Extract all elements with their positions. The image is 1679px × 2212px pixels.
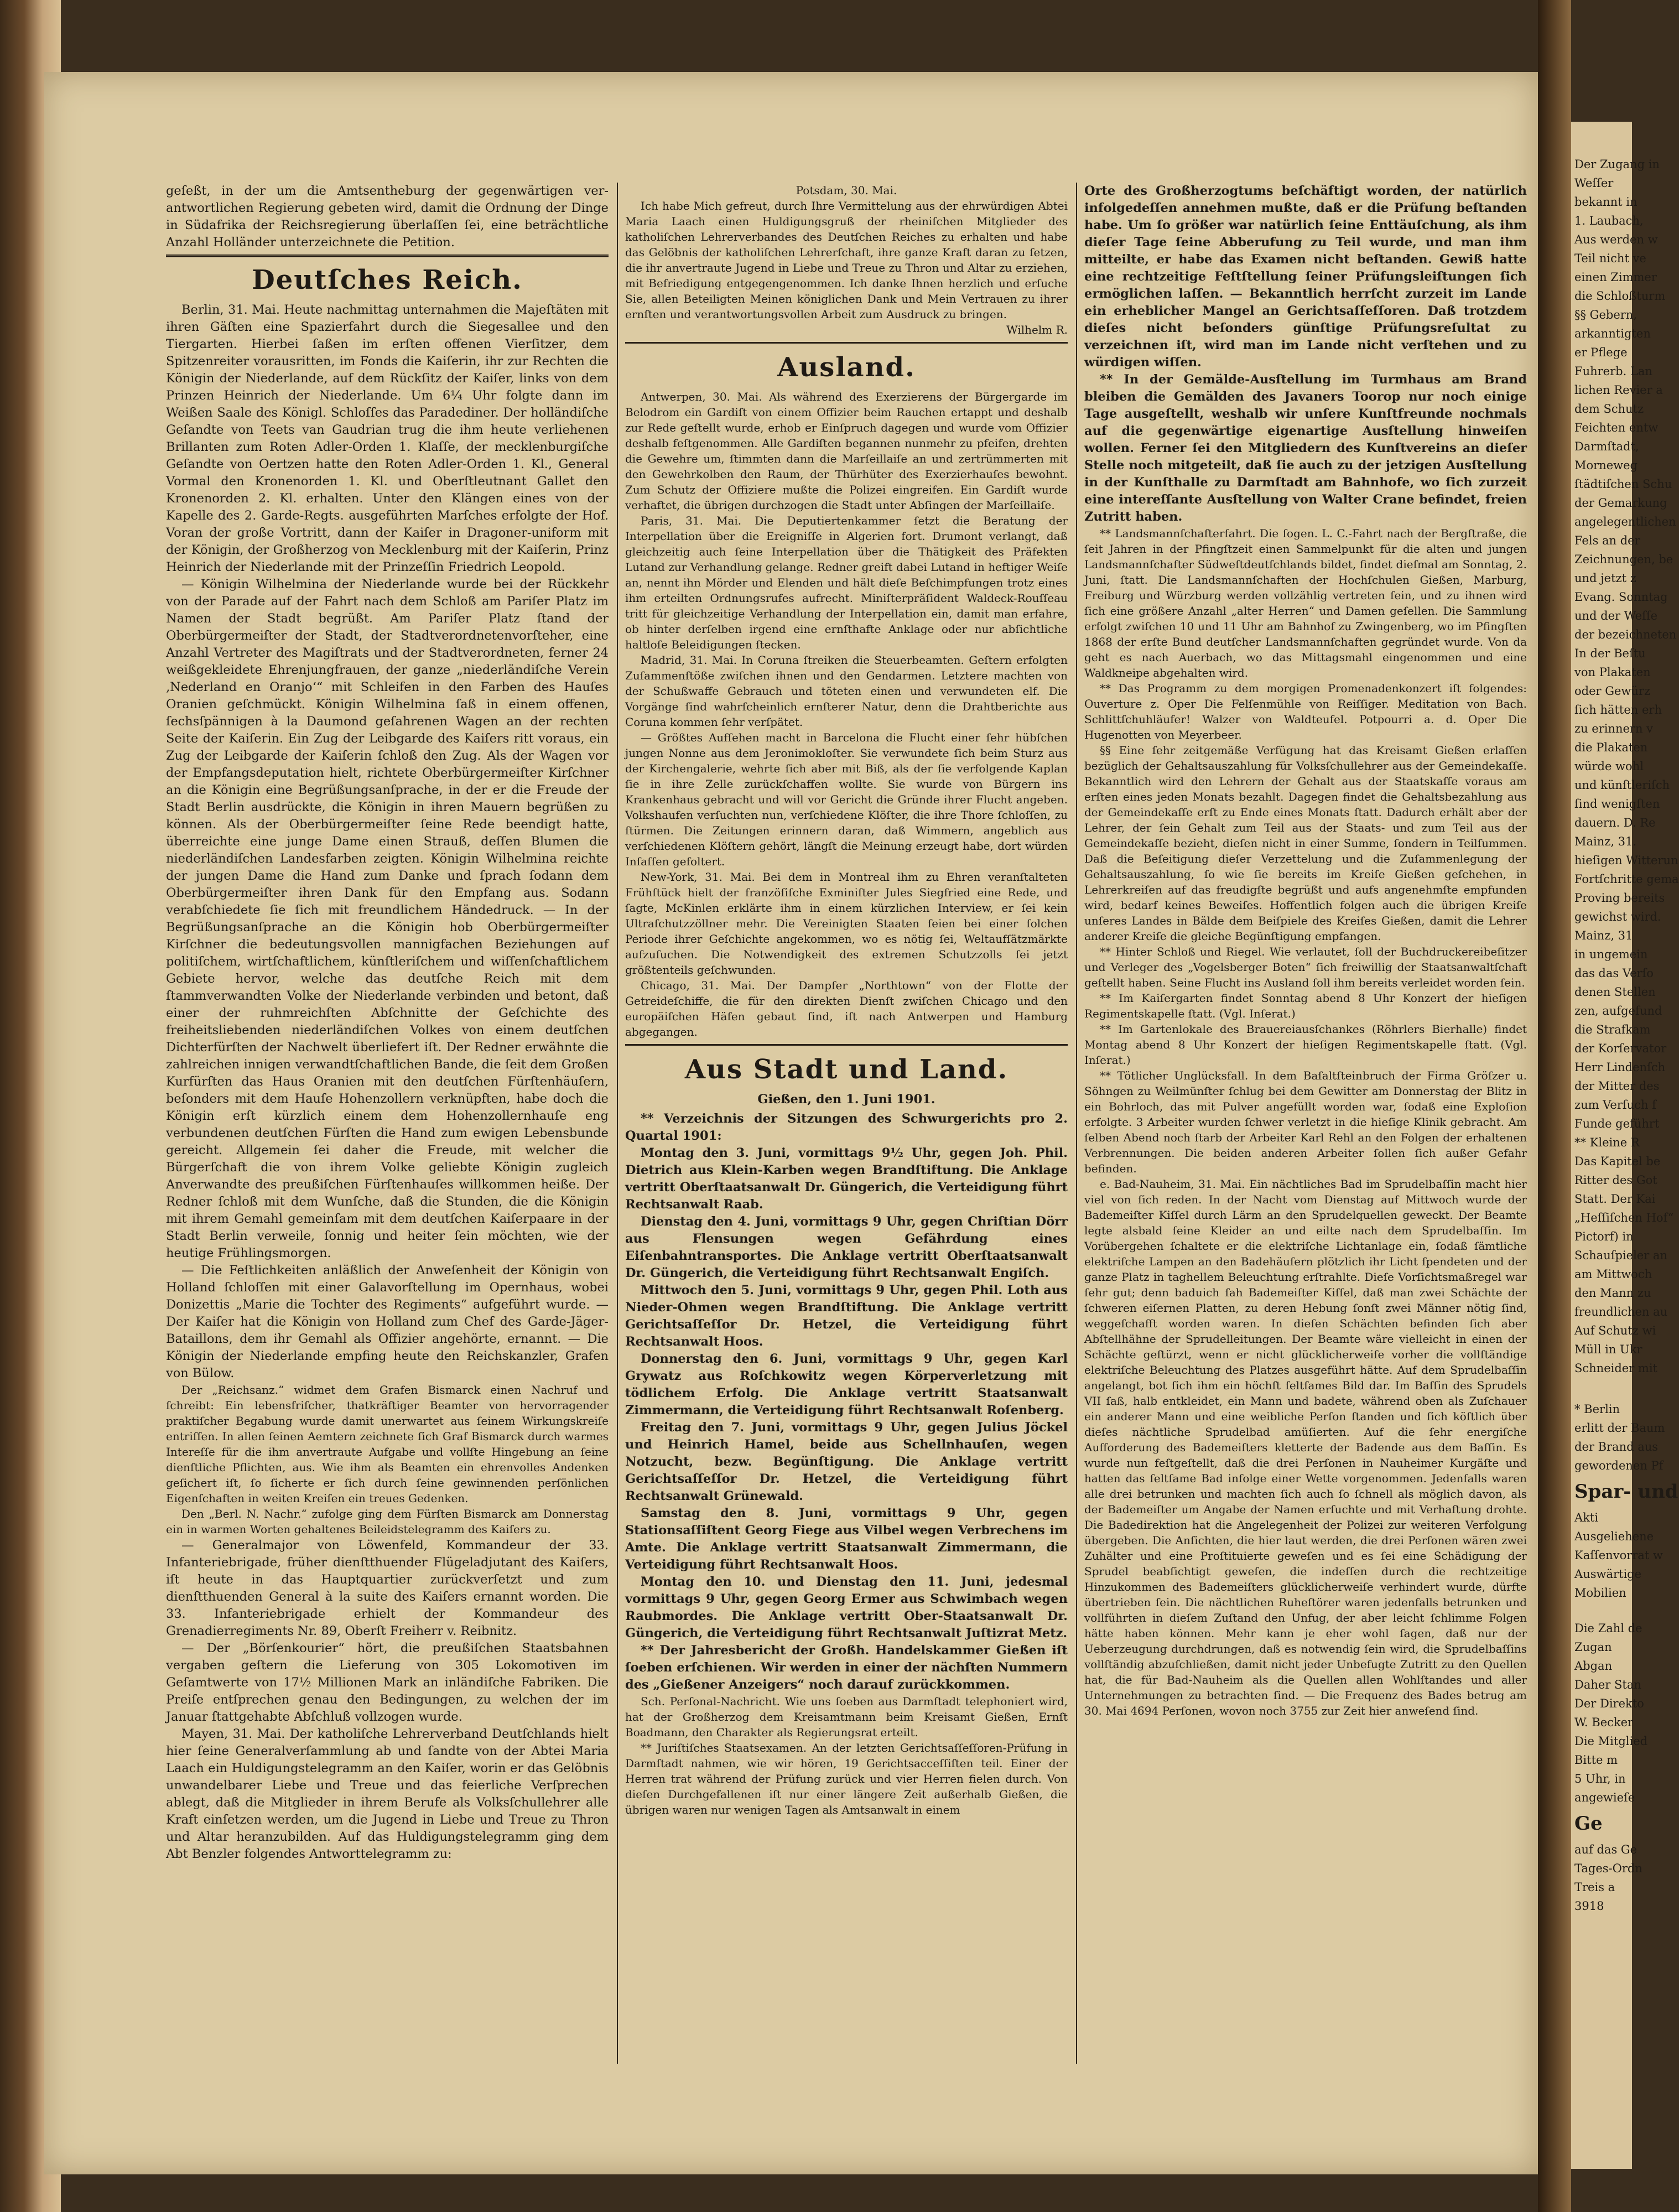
facing-page-line: angelegentlichen (1574, 515, 1676, 528)
article-unglucksfall: ** Tötlicher Unglücksfall. In dem Baſaltſteinbruch der Firma Gröſzer u. Söhngen zu Weilmünſter ſchlug bei dem Gewitter am Donnerstag der Blitz in ein Bohrloch, das mit Pulver angefüllt worden war, ſodaß eine Exploſion erfolgte. 3 Arbeiter wurden ſchwer verletzt in die hieſige Klinik gebracht. Am ſelben Abend noch ſtarb der Arbeiter Karl Rehl an den Folgen der erhaltenen Verbrennungen. Die beiden anderen Arbeiter ſollen ſich außer Gefahr befinden. (1084, 1069, 1527, 1175)
facing-page-heading: Spar- und (1574, 1481, 1678, 1503)
facing-page-line: zum Verſuch f (1574, 1098, 1656, 1112)
column-3 (1084, 183, 1527, 1718)
facing-page-line: Pictorf) in (1574, 1230, 1634, 1243)
article-personal-nachricht: Sch. Perſonal-Nachricht. Wie uns ſoeben aus Darmſtadt telephoniert wird, hat der Großherzog dem Kreisamtmann beim Kreisamt Gießen, Ernſt Boadmann, den Charakter als Regierungsrat erteilt. (625, 1695, 1068, 1739)
book-gutter (1538, 0, 1571, 2212)
facing-page-line: Auswärtige (1574, 1567, 1642, 1581)
schwurgericht-entry: Montag den 10. und Dienstag den 11. Juni, jedesmal vormittags 9 Uhr, gegen Georg Ermer aus Schwimbach wegen Raubmordes. Die Anklage vertritt Ober-Staatsanwalt Dr. Güngerich, die Verteidigung führt Rechtsanwalt Juſtizrat Metz. (625, 1575, 1068, 1640)
telegram-text: Ich habe Mich gefreut, durch Ihre Vermittelung aus der ehrwürdigen Abtei Maria Laach einen Huldigungsgruß der rheiniſchen Mitglieder des katholiſchen Lehrerverbandes des Deutſchen Reiches zu erhalten und habe das Gelöbnis der katholiſchen Lehrerſchaft, ihre ganze Kraft daran zu ſetzen, die ihr anvertraute Jugend in Liebe und Treue zu Thron und Altar zu erziehen, mit Befriedigung entgegengenommen. Ich danke Ihnen herzlich und erſuche Sie, allen Beteiligten Meinen königlichen Dank und Mein Vertrauen zu ihrer ernſten und verantwortungsvollen Arbeit zum Ausdruck zu bringen. (625, 199, 1068, 321)
facing-page-line: Zugan (1574, 1640, 1612, 1654)
facing-page-line: Zeichnungen, be (1574, 553, 1673, 566)
article-antwerpen: Antwerpen, 30. Mai. Als während des Exerzierens der Bürgergarde im Belodrom ein Gardiſt von einem Offizier beim Rauchen ertappt und deshalb zur Rede geſtellt wurde, erhob er Einſpruch dagegen und wurde vom Offizier deshalb feſtgenommen. Alle Gardiſten begannen nunmehr zu pfeifen, drehten die Gewehre um, ſtimmten dann die Marſeillaiſe an und zertrümmerten mit den Gewehrkolben den Raum, der Thürhüter des Exerzierhauſes bewohnt. Zum Schutz der Offiziere mußte die Polizei eingreifen. Ein Gardiſt wurde verhaftet, die übrigen durchzogen die Stadt unter Abſingen der Marſeillaiſe. (625, 390, 1068, 512)
facing-page-line: ſind wenigſten (1574, 797, 1660, 811)
facing-page-line: 1. Laubach, (1574, 214, 1644, 227)
facing-page-line: In der Beſtu (1574, 647, 1646, 660)
facing-page-line: Herr Lindenſch (1574, 1061, 1666, 1074)
section-heading-ausland: Ausland. (777, 352, 916, 383)
facing-page-line: ** Kleine R (1574, 1136, 1640, 1149)
facing-page-line: von Plakaten (1574, 666, 1651, 679)
facing-page-line: Schauſpieler an (1574, 1249, 1667, 1262)
facing-page-line: gewordenen Pf (1574, 1459, 1664, 1472)
facing-page-line: der bezeichneten (1574, 628, 1677, 641)
column-1 (166, 183, 609, 1863)
facing-page-heading: Ge (1574, 1813, 1603, 1835)
facing-page-line: würde wohl (1574, 760, 1644, 773)
article-beileidstelegramm: Den „Berl. N. Nachr.“ zufolge ging dem Fürſten Bismarck am Donnerstag ein in warmen Worten gehaltenes Beileidstelegramm des Kaiſers zu. (166, 1507, 609, 1536)
facing-page-line: der Korſervator (1574, 1042, 1667, 1055)
facing-page-line: bekannt in (1574, 195, 1638, 209)
schwurgericht-entry: Freitag den 7. Juni, vormittags 9 Uhr, gegen Julius Jöckel und Heinrich Hamel, beide aus Schellnhauſen, wegen Notzucht, bezw. Begünſtigung. Die Anklage vertritt Gerichtsaſſeſſor Dr. Hetzel, die Verteidigung führt Rechtsanwalt Grünewald. (625, 1420, 1068, 1503)
facing-page-line: er Pflege (1574, 346, 1628, 359)
facing-page-line: Fortſchritte gema (1574, 873, 1679, 886)
facing-page-line: Schneider mit (1574, 1362, 1657, 1375)
schwurgericht-entry: Montag den 3. Juni, vormittags 9½ Uhr, gegen Joh. Phil. Dietrich aus Klein-Karben wegen Brandſtiftung. Die Anklage vertritt Oberſtaatsanwalt Dr. Güngerich, die Verteidigung führt Rechtsanwalt Raab. (625, 1146, 1068, 1212)
article-paris: Paris, 31. Mai. Die Deputiertenkammer ſetzt die Beratung der Interpellation über die Ereigniſſe in Algerien fort. Drumont verlangt, daß gleichzeitig auch ſeine Interpellation über die Thätigkeit des Präfekten Lutand zur Verhandlung gelange. Redner greift dabei Lutand in heftiger Weiſe an, nennt ihn Mörder und Elenden und hält dieſe Beſchimpfungen trotz eines ihm erteilten Ordnungsrufes aufrecht. Miniſterpräſident Waldeck-Rouſſeau tritt für gleichzeitige Verhandlung der Interpellation ein, damit man erfahre, ob hinter derſelben irgend eine ernſthafte Anklage oder nur abſichtliche haltloſe Beleidigungen ſtecken. (625, 514, 1068, 651)
facing-page-line: W. Becker (1574, 1716, 1634, 1729)
facing-page-line: Darmſtadt, (1574, 440, 1639, 453)
facing-page-line: die Strafkam (1574, 1023, 1651, 1036)
facing-page-line: Mainz, 31. (1574, 835, 1637, 848)
facing-page-line: Die Mitglied (1574, 1735, 1648, 1748)
facing-page-line: ſich hätten erh (1574, 703, 1662, 716)
facing-page-line: angewieſe (1574, 1791, 1635, 1804)
article-staatsexamen: ** Juriſtiſches Staatsexamen. An der letzten Gerichtsaſſeſſoren-Prüfung in Darmſtadt nahmen, wie wir hören, 19 Gerichtsacceſſiſten teil. Einer der Herren trat während der Prüfung zurück und vier Herren fielen durch. Von dieſen Durchgefallenen iſt nur einer längere Zeit außerhalb Gießen, die übrigen waren nur wenigen Tagen als Amtsanwalt in einem (625, 1741, 1068, 1816)
article-staatsexamen-cont: Orte des Großherzogtums beſchäftigt worden, der natürlich infolgedeſſen annehmen mußte, daß er die Prüfung beſtanden habe. Um ſo größer war natürlich ſeine Enttäuſchung, als ihm dieſer Tage ſeine Abberufung zu Teil wurde, und man ihm mitteilte, er habe das Examen nicht beſtanden. Gewiß hatte eine rechtzeitige Feſtſtellung ſeiner Prüfungsleiſtungen ſich ermöglichen laſſen. — Bekanntlich herrſcht zurzeit im Lande ein erheblicher Mangel an Gerichtsaſſeſſoren. Daß trotzdem dieſes nicht beſonders günſtige Prüfungsreſultat zu verzeichnen iſt, wird man im Lande nicht verſtehen und zu würdigen wiſſen. (1084, 184, 1527, 370)
newspaper-page (44, 72, 1538, 2174)
facing-page-edge (1571, 122, 1679, 2169)
facing-page-line: Bitte m (1574, 1753, 1618, 1767)
facing-page-line: Mobilien (1574, 1586, 1626, 1600)
facing-page-line: Abgan (1574, 1659, 1613, 1673)
facing-page-line: Treis a (1574, 1881, 1615, 1894)
facing-page-line: zen, aufgefund (1574, 1004, 1662, 1017)
schwurgericht-entry: Dienstag den 4. Juni, vormittags 9 Uhr, gegen Chriſtian Dörr aus Flensungen wegen Gefährdung eines Eiſenbahntransportes. Die Anklage vertritt Oberſtaatsanwalt Dr. Güngerich, die Verteidigung führt Rechtsanwalt Engiſch. (625, 1214, 1068, 1280)
facing-page-line: der Mitter des (1574, 1079, 1660, 1093)
facing-page-line: lichen Revier a (1574, 383, 1663, 397)
facing-page-line: dem Schutz (1574, 402, 1644, 416)
article-verfuegung: §§ Eine ſehr zeitgemäße Verfügung hat das Kreisamt Gießen erlaſſen bezüglich der Gehaltsauszahlung für Volksſchullehrer aus der Gemeindekaſſe. Bekanntlich wird den Lehrern der Gehalt aus der Staatskaſſe voraus am erſten eines jeden Monats bezahlt. Dagegen findet die Gehaltsbezahlung aus der Gemeindekaſſe erſt zu Ende eines Monats ſtatt. Dadurch erhält aber der Lehrer, der ſein Gehalt zum Teil aus der Staats- und zum Teil aus der Gemeindekaſſe bezieht, dieſen nicht in einer Summe, ſondern in Teilſummen. Daß die Beſeitigung dieſer Verzettelung und die Zuſammenlegung der Gehaltsauszahlung, ſo wie ſie bereits im Kreiſe Gießen geſchehen, in Lehrerkreiſen auf das freudigſte begrüßt und aufs angenehmſte empfunden wird, bedarf keines Beweiſes. Hoffentlich folgen auch die übrigen Kreiſe unſeres Landes in Bälde dem Beiſpiele des Kreiſes Gießen, damit die Lehrer anderer Kreiſe die gleiche Begünſtigung empfangen. (1084, 744, 1527, 943)
article-loewenfeld: — Generalmajor von Löwenfeld, Kommandeur der 33. Infanteriebrigade, früher dienſtthuender Flügeladjutant des Kaiſers, iſt heute in das Hauptquartier zurückverſetzt und zum dienſtthuenden General à la suite des Kaiſers ernannt worden. Die 33. Infanteriebrigade erhielt der Kommandeur des Grenadierregiments Nr. 89, Oberſt Freiherr v. Reibnitz. (166, 1538, 609, 1638)
facing-page-line: Mainz, 31 (1574, 929, 1633, 942)
facing-page-line: dauern. D. Re (1574, 816, 1656, 829)
dateline-giessen: Gießen, den 1. Juni 1901. (757, 1092, 935, 1107)
article-barcelona: — Größtes Aufſehen macht in Barcelona die Flucht einer ſehr hübſchen jungen Nonne aus dem Jeronimokloſter. Sie verwundete ſich beim Sturz aus der Kirchengalerie, wehrte ſich aber mit Biß, als der ſie verfolgende Kaplan ſie in ihre Zelle zurückſchaffen wollte. Sie wurde von Bürgern ins Krankenhaus gebracht und will vor Gericht die Gründe ihrer Flucht angeben. Volkshaufen verſuchten nun, verſchiedene Klöſter, die ihre Thore ſchloſſen, zu ſtürmen. Die Zeitungen erinnern daran, daß Wimmern, angeblich aus verſchiedenen Klöſtern gehört, längſt die Meinung erzeugt habe, dort würden Inſaſſen gefoltert. (625, 731, 1068, 868)
facing-page-line: Kaſſenvorrat w (1574, 1549, 1663, 1562)
facing-page-line: Ritter des Got (1574, 1173, 1657, 1187)
article-lokomotiven: — Der „Börſenkourier“ hört, die preußiſchen Staatsbahnen vergaben geſtern die Lieferung von 305 Lokomotiven im Geſamtwerte von 17½ Millionen Mark an inländiſche Fabriken. Die Preiſe entſprechen genau den Bedingungen, zu welchen der im Januar ſtattgehabte Abſchluß vollzogen wurde. (166, 1641, 609, 1724)
article-koenigin-wilhelmina: — Königin Wilhelmina der Niederlande wurde bei der Rückkehr von der Parade auf der Fahrt nach dem Schloß am Pariſer Platz im Namen der Stadt begrüßt. Am Pariſer Platz ſtand der Oberbürgermeiſter der Stadt, der Stadtverordnetenvorſteher, eine Anzahl Vertreter des Magiſtrats und der Stadtverordneten, ferner 24 weißgekleidete Ehrenjungfrauen, der ganze „niederländiſche Verein ‚Nederland en Oranjo‘“ mit Schleifen in den Farben des Hauſes Oranien geſchmückt. Königin Wilhelmina ſaß in einem offenen, ſechsſpännigen à la Daumond geſahrenen Wagen an der rechten Seite der Kaiſerin. Ein Zug der Leibgarde des Kaiſers ritt voraus, ein Zug der Leibgarde der Kaiſerin ſchloß den Zug. Als der Wagen vor der Empfangsdeputation hielt, richtete Oberbürgermeiſter Kirſchner an die Königin eine Begrüßungsanſprache, in der er die Freude der Stadt Berlin ausdrückte, die Königin in ihren Mauern begrüßen zu können. Als der Oberbürgermeiſter ſeine Rede beendigt hatte, überreichte eine junge Dame einen Strauß, deſſen Blumen die niederländiſchen Landesfarben zeigten. Königin Wilhelmina reichte der jungen Dame die Hand zum Danke und ſprach ſodann dem Oberbürgermeiſter ihren Dank für den Empfang aus. Sodann verabſchiedete ſie ſich mit freundlichem Händedruck. — In der Begrüßungsanſprache an die Königin hob Oberbürgermeiſter Kirſchner die bedeutungsvollen mannigfachen Beziehungen auf politiſchem, wirtſchaftlichem, künſtleriſchem und wiſſenſchaftlichem Gebiete hervor, welche das deutſche Reich mit dem ſtammverwandten Volke der Niederlande verbinden und betont, daß einer der ruhmreichſten Abſchnitte der Geſchichte des freiheitsliebenden niederländiſchen Volkes von einem deutſchen Dichterfürſten der Nachwelt überliefert iſt. Der Redner erwähnte die zahlreichen innigen verwandtſchaftlichen Bande, die ſeit dem Großen Kurfürſten das Haus Oranien mit den deutſchen Fürſtenhäuſern, beſonders mit dem Hauſe Hohenzollern verknüpften, habe doch die Königin erſt kürzlich einem dem Hohenzollernhauſe eng verbundenen deutſchen Fürſten die Hand zum ewigen Lebensbunde gereicht. Allgemein ſei daher die Freude, mit welcher die Bürgerſchaft die von ihrem Volke geliebte Königin zugleich Anverwandte des preußiſchen Fürſtenhauſes willkommen heiße. Der Redner ſchloß mit dem Wunſche, daß die Stunden, die die Königin mit ihrem Gemahl gemeinſam mit dem deutſchen Kaiſerpaare in der Stadt Berlin verweile, ſonnig und heiter ſein möchten, wie der heutige Frühlingsmorgen. (166, 577, 609, 1260)
facing-page-line: Der Zugang in (1574, 158, 1660, 171)
facing-page-line: arkanntigten (1574, 327, 1651, 340)
section-heading-stadt-und-land: Aus Stadt und Land. (684, 1054, 1009, 1085)
facing-page-line: die Schloßturm (1574, 289, 1666, 303)
schwurgericht-entry: Donnerstag den 6. Juni, vormittags 9 Uhr, gegen Karl Grywatz aus Roſchkowitz wegen Körperverletzung mit tödlichem Erfolg. Die Anklage vertritt Staatsanwalt Zimmermann, die Verteidigung führt Rechtsanwalt Roſenberg. (625, 1352, 1068, 1417)
facing-page-line: Evang. Sonntag (1574, 590, 1668, 604)
column-rule-1 (617, 183, 618, 2064)
facing-page-line: auf das Ge (1574, 1843, 1638, 1856)
facing-page-line: Akti (1574, 1511, 1599, 1524)
facing-page-line: der Gemarkung (1574, 496, 1667, 510)
facing-page-line: Die Zahl de (1574, 1622, 1642, 1635)
facing-page-line: Der Direkto (1574, 1697, 1644, 1710)
divider (625, 1044, 1068, 1046)
facing-page-line: Daher Stan (1574, 1678, 1641, 1691)
article-kaisergarten: ** Im Kaiſergarten findet Sonntag abend 8 Uhr Konzert der hieſigen Regimentskapelle ſtatt. (Vgl. Inſerat.) (1084, 991, 1527, 1020)
article-chicago: Chicago, 31. Mai. Der Dampfer „Northtown“ von der Flotte der Getreideſchiffe, die für den direkten Dienſt zwiſchen Chicago und den europäiſchen Häfen gebaut ſind, iſt nach Antwerpen und Hamburg abgegangen. (625, 979, 1068, 1039)
facing-page-line: und künſtleriſch (1574, 778, 1670, 792)
facing-page-line: Feichten entw (1574, 421, 1659, 434)
article-jahresbericht: ** Der Jahresbericht der Großh. Handelskammer Gießen iſt ſoeben erſchienen. Wir werden in einer der nächſten Nummern des „Gießener Anzeigers“ noch darauf zurückkommen. (625, 1643, 1068, 1692)
article-reichsanzeiger-nachruf: Der „Reichsanz.“ widmet dem Grafen Bismarck einen Nachruf und ſchreibt: Ein lebensfriſcher, thatkräftiger Beamter von hervorragender praktiſcher Begabung wurde damit unerwartet aus ſeinem Wirkungskreiſe entriſſen. In allen ſeinen Aemtern zeichnete ſich Graf Bismarck durch warmes Intereſſe für die ihm anvertraute Aufgabe und vollſte Hingebung an ſeine dienſtliche Pflichten, aus. Wie ihm als Beamten ein ehrenvolles Andenken geſichert iſt, ſo ſicherte er ſich durch ſeine gewinnenden perſönlichen Eigenſchaften in weiten Kreiſen ein treues Gedenken. (166, 1383, 609, 1505)
article-hinter-schloss: ** Hinter Schloß und Riegel. Wie verlautet, ſoll der Buchdruckereibeſitzer und Verleger des „Vogelsberger Boten“ ſich freiwillig der Staatsanwaltſchaft geſtellt haben. Seine Flucht ins Ausland ſoll ihm bereits verleidet worden ſein. (1084, 945, 1527, 989)
article-mayen-lehrerverband: Mayen, 31. Mai. Der katholiſche Lehrerverband Deutſchlands hielt hier ſeine Generalverſammlung ab und ſandte von der Abtei Maria Laach ein Huldigungstelegramm an den Kaiſer, worin er das Gelöbnis unwandelbarer Liebe und Treue und das feierliche Verſprechen ablegt, daß die Mitglieder in ihrem Berufe als Volksſchullehrer alle Kraft einſetzen werden, um die Jugend in Liebe und Treue zu Thron und Altar heranzubilden. Auf das Huldigungstelegramm ging dem Abt Benzler folgendes Antworttelegramm zu: (166, 1727, 609, 1861)
column-rule-2 (1076, 183, 1077, 2064)
article-bad-nauheim: e. Bad-Nauheim, 31. Mai. Ein nächtliches Bad im Sprudelbaſſin macht hier viel von ſich reden. In der Nacht vom Dienstag auf Mittwoch wurde der Bademeiſter Kiſſel durch Lärm an den Sprudelquellen geweckt. Der Beamte legte alsbald ſeine Kleider an und eilte nach dem Sprudelbaſſin. Im Vorübergehen ſchaltete er die elektriſche Lichtanlage ein, ſodaß ſämtliche elektriſche Lampen an den Badehäuſern plötzlich ihr Licht ſpendeten und der ganze Platz in taghellem Beleuchtung erſtrahlte. Dieſe Vorſichtsmaßregel war ſehr gut; denn baduich ſah Bademeiſter Kiſſel, daß man zwei Schächte der ſchweren eiſernen Platten, zu deren Hebung ſonſt zwei Männer nötig ſind, weggeſchafft worden waren. In dieſen Schächten befinden ſich aber Abſtellhähne der Sprudelleitungen. Der Beamte wäre vielleicht in einen der Schächte geſtürzt, wenn er nicht glücklicherweiſe vorher die vollſtändige elektriſche Beleuchtung des Platzes ausgeführt hätte. Auf dem Sprudelbaſſin angelangt, bot ſich ihm ein höchſt ſeltſames Bild dar. Im Baſſin des Sprudels VII ſaß, halb entkleidet, ein Mann und badete, während oben als Zuſchauer ein anderer Mann und eine weibliche Perſon ſtanden und ſich köſtlich über dieſes nächtliche Sprudelbad amüſierten. Auf die ſehr energiſche Aufforderung des Bademeiſters kletterte der Badende aus dem Baſſin. Es wurde nun feſtgeſtellt, daß die drei Perſonen in Nauheimer Kurgäſte und hatten das ſeltſame Bad infolge einer Wette vorgenommen. Jedenfalls waren alle drei betrunken und machten ſich auch ſo ſchnell als möglich davon, als der Bademeiſter um Angabe der Namen erſuchte und mit Verhaftung drohte. Die Badedirektion hat die Angelegenheit der Polizei zur weiteren Verfolgung übergeben. Die Anſichten, die hier laut werden, die drei Perſonen wären zwei Zuhälter und eine Proſtituierte geweſen und es ſei eine Schädigung der Sprudel beabſichtigt geweſen, die indeſſen durch die rechtzeitige Hinzukommen des Bademeiſters glücklicherweiſe verhindert wurde, dürfte übertrieben ſein. Die nächtlichen Ruheſtörer waren jedenfalls betrunken und vollführten in dieſem Zuſtand den Unfug, der aber leicht ſchlimme Folgen hätte haben können. Mehr kann je eher wohl ſagen, daß nur der Ueberzeugung durchdrungen, daß es notwendig ſein wird, die Sprudelbaſſins vollſtändig abzuſchließen, damit nicht jeder Unbefugte Zutritt zu den Quellen hat, die für Bad-Nauheim als die Quellen allen Wohlſtandes und aller Unternehmungen zu betrachten ſind. — Die Frequenz des Bades betrug am 30. Mai 4694 Perſonen, wovon noch 3755 zur Zeit hier anweſend ſind. (1084, 1177, 1527, 1717)
facing-page-line: und der Weſſe (1574, 609, 1658, 622)
article-festlichkeiten: — Die Feſtlichkeiten anläßlich der Anweſenheit der Königin von Holland ſchloſſen mit einer Galavorſtellung im Opernhaus, wobei Donizettis „Marie die Tochter des Regiments“ aufgeführt wurde. — Der Kaiſer hat die Königin von Holland zum Chef des Garde-Jäger-Bataillons, dem ihr Gemahl als Offizier angehörte, ernannt. — Die Königin der Niederlande empfing heute den Reichskanzler, Grafen von Bülow. (166, 1263, 609, 1380)
column-2 (625, 183, 1068, 1818)
facing-page-line: die Plakaten (1574, 741, 1648, 754)
facing-page-line: erlitt der Baum (1574, 1421, 1665, 1435)
facing-page-line: freundlichen au (1574, 1305, 1668, 1318)
facing-page-line: Funde geführt (1574, 1117, 1660, 1130)
schwurgericht-entry: Samstag den 8. Juni, vormittags 9 Uhr, gegen Stationsaſſiſtent Georg Fiege aus Vilbel wegen Verbrechens im Amte. Die Anklage vertritt Staatsanwalt Zimmermann, die Verteidigung führt Rechtsanwalt Hoos. (625, 1506, 1068, 1572)
facing-page-line: Müll in Ukr (1574, 1343, 1642, 1356)
facing-page-line: am Mittwoch (1574, 1268, 1652, 1281)
article-new-york: New-York, 31. Mai. Bei dem in Montreal ihm zu Ehren veranſtalteten Frühſtück hielt der franzöſiſche Exminiſter Jules Siegfried eine Rede, und ſagte, McKinlen erklärte ihm in einem kürzlichen Interview, er ſei kein Ultraſchutzzöllner mehr. Die Vereinigten Staaten ſeien bei einer ſolchen Periode ihrer Geſchichte angekommen, wo es nötig ſei, Weltaufſätzmärkte aufzuſuchen. Die Notwendigkeit des extremen Schutzzolls ſei jetzt größtenteils geſchwunden. (625, 870, 1068, 977)
article-gartenlokale: ** Im Gartenlokale des Brauereiausſchankes (Röhrlers Bierhalle) findet Montag abend 8 Uhr Konzert der hieſigen Regimentskapelle ſtatt. (Vgl. Inſerat.) (1084, 1022, 1527, 1067)
facing-page-line: zu erinnern v (1574, 722, 1654, 735)
facing-page-line: denen Stellen (1574, 985, 1656, 999)
facing-page-line: Das Kapitel be (1574, 1155, 1661, 1168)
facing-page-line: Weſſer (1574, 176, 1614, 190)
facing-page-line: den Mann zu (1574, 1286, 1651, 1300)
facing-page-line: und jetzt z (1574, 572, 1636, 585)
facing-page-line: Statt. Der Kai (1574, 1192, 1656, 1206)
facing-page-line: Tages-Ordn (1574, 1862, 1642, 1875)
schwurgericht-entry: Mittwoch den 5. Juni, vormittags 9 Uhr, gegen Phil. Loth aus Nieder-Ohmen wegen Brandſtiftung. Die Anklage vertritt Gerichtsaſſeſſor Dr. Hetzel, die Verteidigung führt Rechtsanwalt Hoos. (625, 1283, 1068, 1349)
facing-page-line: 5 Uhr, in (1574, 1772, 1626, 1785)
facing-page-line: 3918 (1574, 1899, 1604, 1913)
section-heading-deutsches-reich: Deutſches Reich. (252, 264, 523, 295)
facing-page-line: in ungemein (1574, 948, 1648, 961)
telegram-signature: Wilhelm R. (1006, 323, 1068, 336)
schwurgericht-title: ** Verzeichnis der Sitzungen des Schwurgerichts pro 2. Quartal 1901: (625, 1112, 1068, 1143)
facing-page-line: §§ Gebern, (1574, 308, 1637, 321)
article-berlin-spazierfahrt: Berlin, 31. Mai. Heute nachmittag unternahmen die Majeſtäten mit ihren Gäſten eine Spazierfahrt durch die Siegesallee und den Tiergarten. Hierbei ſaßen im erſten offenen Vierſitzer, dem Spitzenreiter vorausritten, im Fonds die Kaiſerin, ihr zur Rechten die Königin der Niederlande, auf dem Rückſitz der Kaiſer, links von dem Prinzen Heinrich der Niederlande. Um 6¼ Uhr folgte dann im Weißen Saale des Königl. Schloſſes das Paradediner. Der holländiſche Geſandte von Teets van Gaudrian trug die ihm heute verliehenen Brillanten zum Roten Adler-Orden 1. Klaſſe, der mecklenburgiſche Geſandte von Oertzen hatte den Roten Adler-Orden 1. Kl., General Vormal den Kronenorden 1. Kl. und Oberſtleutnant Gallet den Kronenorden 2. Kl. erhalten. Unter den Klängen eines von der Kapelle des 2. Garde-Regts. ausgeführten Marſches erfolgte der Hof. Voran der große Vortritt, dann der Kaiſer in Dragoner-uniform mit der Königin, der Großherzog von Mecklenburg mit der Kaiſerin, Prinz Heinrich der Niederlande mit der Prinzeſſin Friedrich Leopold. (166, 303, 609, 574)
divider (625, 342, 1068, 344)
facing-page-line: der Brand aus (1574, 1440, 1659, 1453)
article-gemaelde-ausstellung: ** In der Gemälde-Ausſtellung im Turmhaus am Brand bleiben die Gemälden des Javaners Toorop nur noch einige Tage ausgeſtellt, weshalb wir unſere Kunſtfreunde nochmals auf die gegenwärtige eigenartige Ausſtellung hinweiſen wollen. Ferner ſei den Mitgliedern des Kunſtvereins an dieſer Stelle noch mitgeteilt, daß ſie auch zu der jetzigen Ausſtellung in der Kunſthalle zu Darmſtadt am Bahnhofe, wo ſich zurzeit eine intereſſante Ausſtellung von Walter Crane befindet, freien Zutritt haben. (1084, 372, 1527, 524)
facing-page-line: Morneweg (1574, 459, 1638, 472)
facing-page-line: Fuhrerb. Lan (1574, 365, 1652, 378)
facing-page-line: * Berlin (1574, 1403, 1620, 1416)
facing-page-line: ſtädtiſchen Schu (1574, 477, 1672, 491)
facing-page-line: das das Verſo (1574, 967, 1654, 980)
facing-page-line: Fels an der (1574, 534, 1640, 547)
article-madrid: Madrid, 31. Mai. In Coruna ſtreiken die Steuerbeamten. Geſtern erfolgten Zuſammenſtöße zwiſchen ihnen und den Gendarmen. Letztere machten von der Schußwaffe Gebrauch und töteten einen und verwundeten elf. Die Vorgänge ſind wahrſcheinlich ernſterer Natur, denn die Drahtberichte aus Coruna kommen ſehr verſpätet. (625, 653, 1068, 729)
facing-page-line: Teil nicht ve (1574, 252, 1646, 265)
article-petition-end: geſeßt, in der um die Amtsentheburg der gegenwärtigen ver-antwortlichen Regierung gebeten wird, damit die Ordnung der Dinge in Südafrika der Reichsregierung überlaſſen ſei, eine beträchtliche Anzahl Holländer unterzeichnete die Petition. (166, 184, 609, 250)
facing-page-line: Ausgeliehene (1574, 1530, 1654, 1543)
divider (166, 255, 609, 257)
facing-page-line: einen Zimmer (1574, 271, 1657, 284)
facing-page-line: gewichst wird. (1574, 910, 1661, 923)
article-programm: ** Das Programm zu dem morgigen Promenadenkonzert iſt folgendes: Ouverture z. Oper Die Felſenmühle von Reiſſiger. Meditation von Bach. Schlittſchuhläufer! Walzer von Waldteufel. Potpourri a. d. Oper Die Hugenotten von Meyerbeer. (1084, 682, 1527, 741)
facing-page-line: Proving bereits (1574, 891, 1665, 905)
article-landsmannschafterfahrt: ** Landsmannſchafterfahrt. Die ſogen. L. C.-Fahrt nach der Bergſtraße, die ſeit Jahren in der Pfingſtzeit einen Sammelpunkt für die alten und jungen Landsmannſchafter Südweſtdeutſchlands bildet, findet dieſmal am Sonntag, 2. Juni, ſtatt. Die Landsmannſchaften der Hochſchulen Gießen, Marburg, Freiburg und Würzburg werden vollzählig vertreten ſein, und zu ihnen wird ſich eine größere Anzahl „alter Herren“ und Damen geſellen. Die Sammlung erfolgt zwiſchen 10 und 11 Uhr am Bahnhof zu Zwingenberg, wo im Pfingſten 1868 der erſte Bund deutſcher Landsmannſchaften gegründet wurde. Von da geht es nach Auerbach, wo das Mittagsmahl eingenommen und eine Waldkneipe abgehalten wird. (1084, 527, 1527, 679)
telegram-dateline: Potsdam, 30. Mai. (796, 184, 897, 197)
facing-page-line: oder Gewürz (1574, 684, 1651, 698)
facing-page-line: hieſigen Witterun (1574, 854, 1678, 867)
facing-page-line: Auf Schutz wi (1574, 1324, 1656, 1337)
facing-page-line: Aus werden w (1574, 233, 1658, 246)
facing-page-line: „Heſſiſchen Hof“ (1574, 1211, 1674, 1224)
